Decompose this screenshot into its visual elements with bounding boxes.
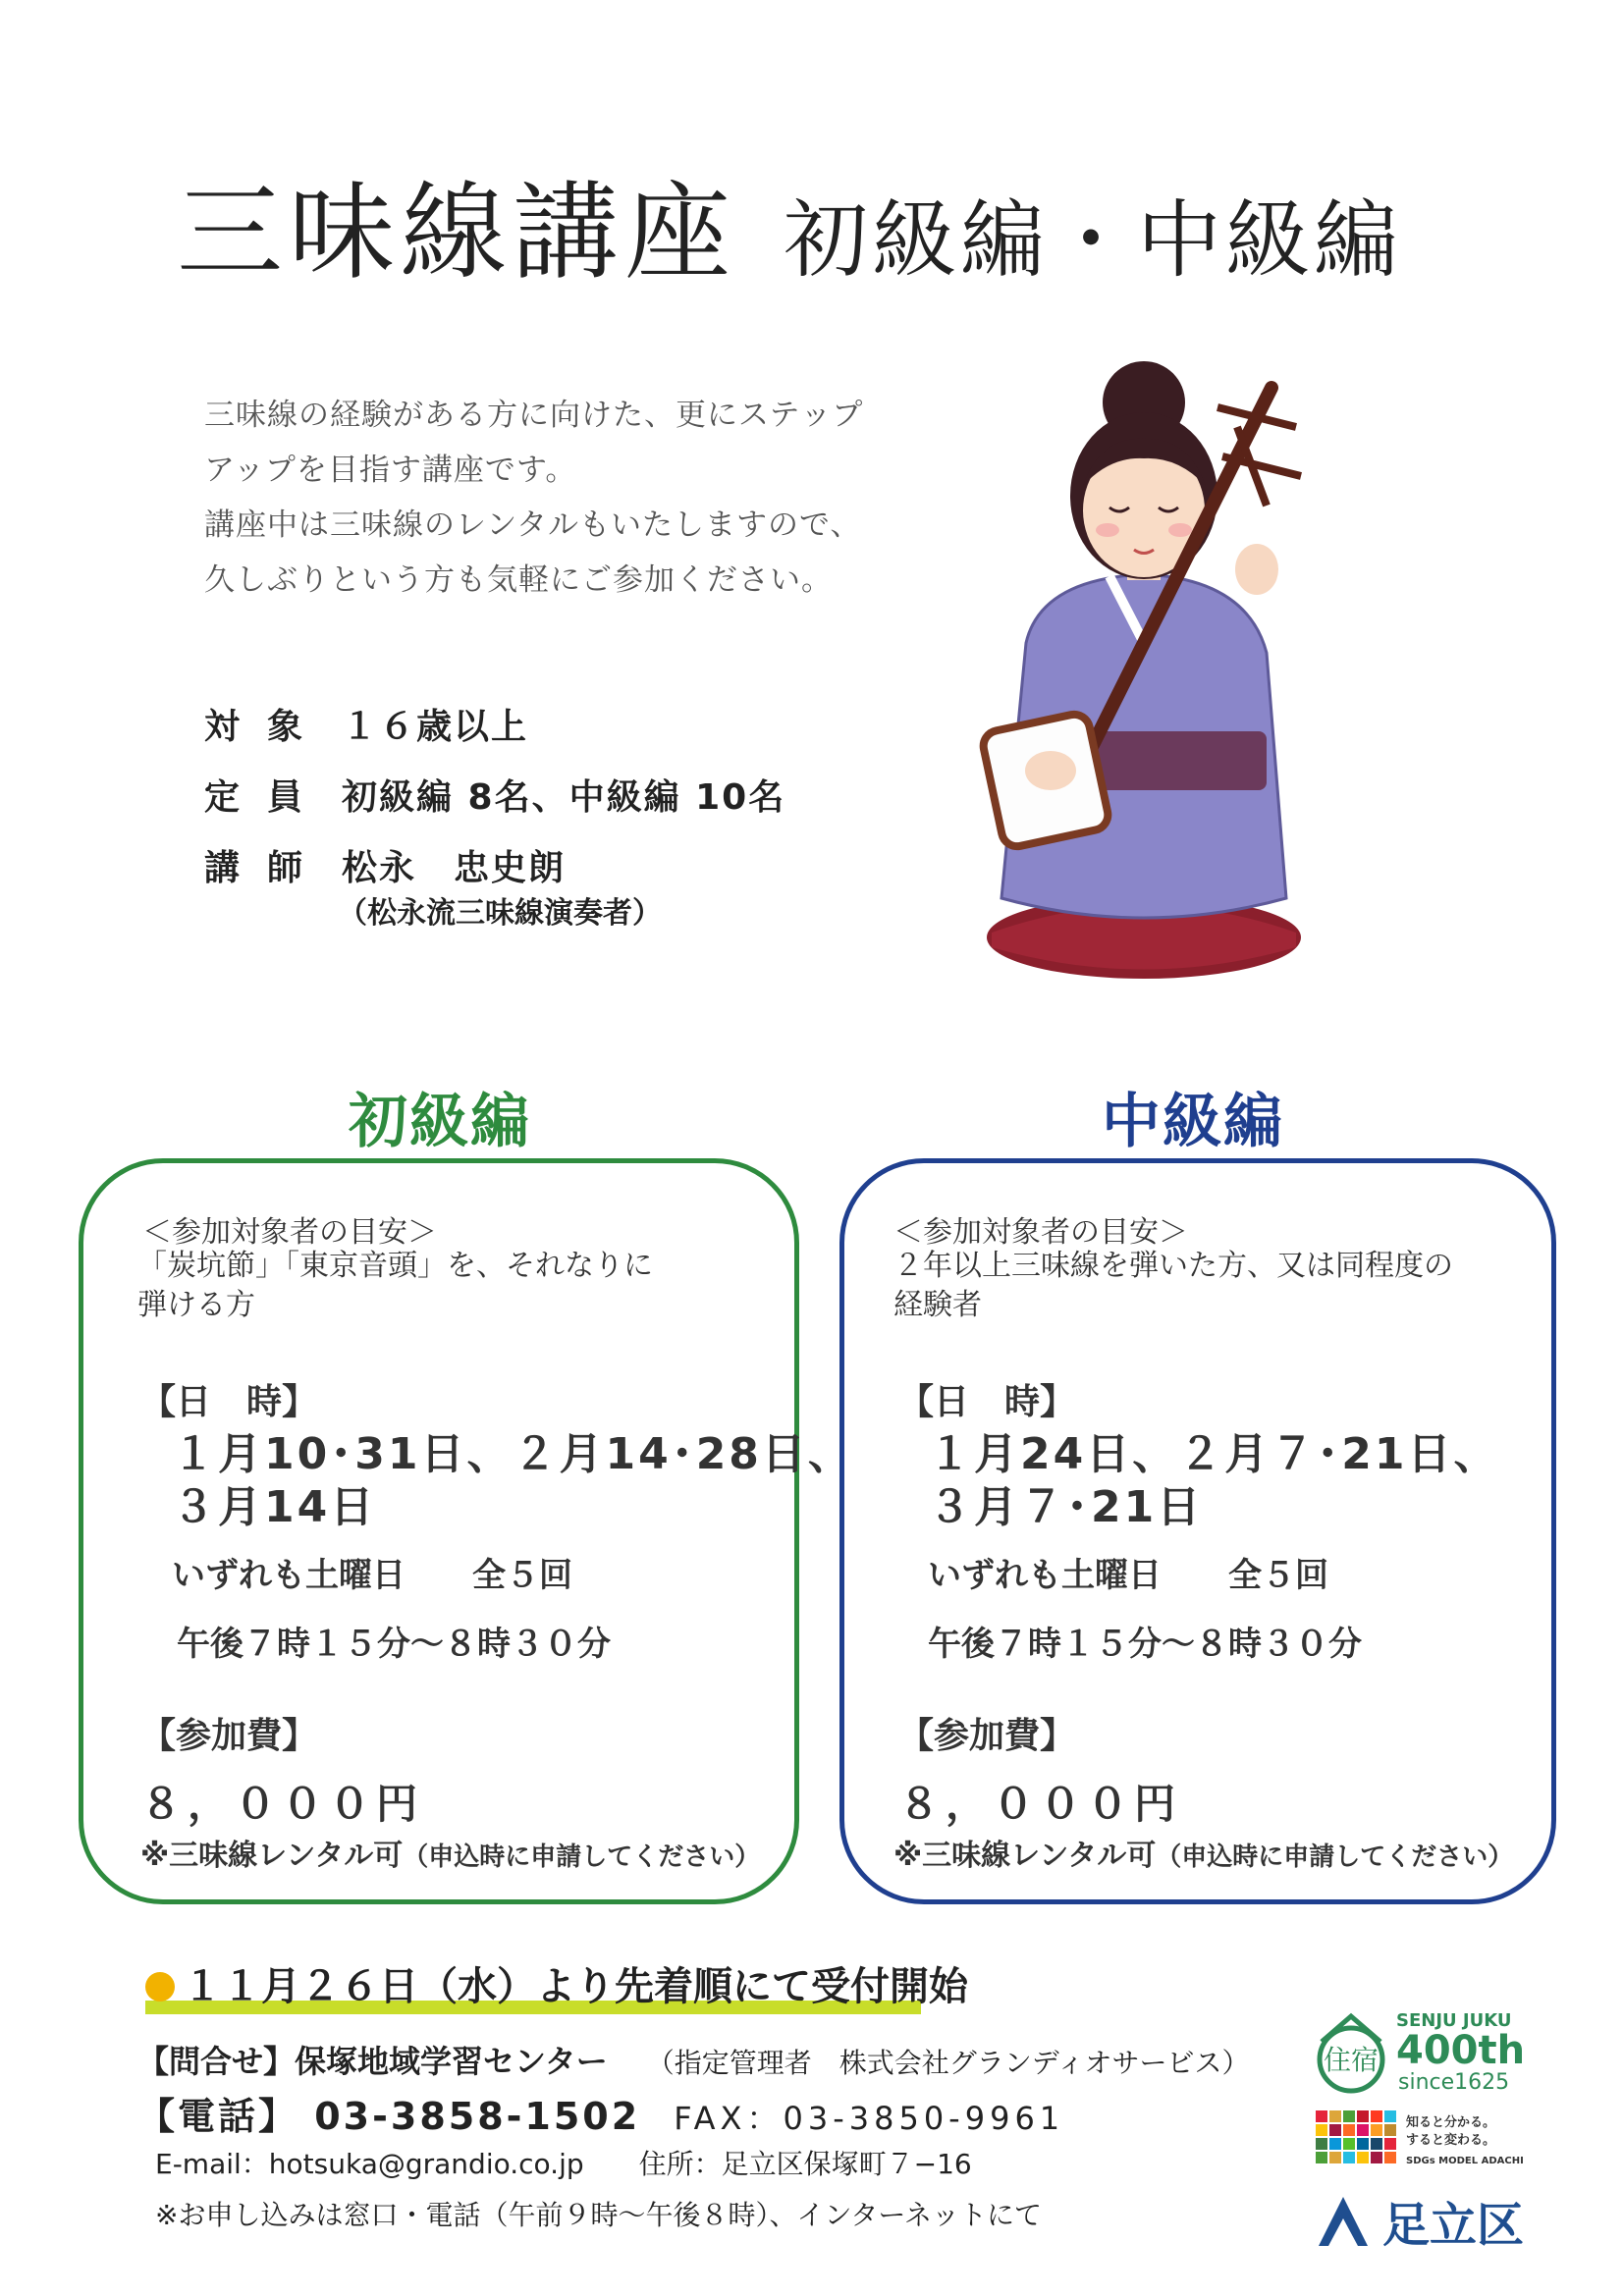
beginner-heading: 初級編 (349, 1088, 531, 1156)
senju-juku-400th-logo (1314, 2002, 1530, 2101)
manager-note: （指定管理者 株式会社グランディオサービス） (646, 2047, 1250, 2079)
time-text: 午後７時１５分～８時３０分 (177, 1625, 611, 1664)
course-info (204, 692, 786, 931)
phone-number[interactable]: 【電話】 03-3858-1502 (137, 2095, 641, 2138)
target-line: ２年以上三味線を弾いた方、又は同程度の (893, 1249, 1453, 1283)
fee-amount: ８，０００円 (140, 1780, 424, 1828)
rental-label: ※三味線レンタル可 (893, 1839, 1157, 1873)
time-text: 午後７時１５分～８時３０分 (928, 1625, 1362, 1664)
dates-line: ３月14日 (172, 1482, 377, 1532)
rental-label: ※三味線レンタル可 (140, 1839, 404, 1873)
email-link[interactable]: E-mail：hotsuka@grandio.co.jp (155, 2148, 584, 2180)
address-text: 住所：足立区保塚町７−16 (638, 2148, 972, 2180)
intro-line: アップを目指す講座です。 (204, 453, 577, 488)
target-header: ＜参加対象者の目安＞ (893, 1215, 1188, 1250)
rental-note (893, 1831, 1513, 1874)
days-text: いずれも土曜日 全５回 (172, 1556, 572, 1595)
target-value: １６歳以上 (342, 707, 529, 747)
lecturer-value: 松永 忠史朗 (342, 848, 567, 888)
bullet-dot-icon (145, 1972, 175, 2002)
registration-text: １１月２６日（水）より先着順にて受付開始 (183, 1964, 968, 2009)
info-capacity (204, 763, 785, 833)
rental-note (140, 1831, 760, 1874)
sdgs-line3: SDGs MODEL ADACHI (1406, 2156, 1524, 2166)
senju-400-text: 400th (1396, 2028, 1526, 2073)
sdgs-line1: 知ると分かる。 (1406, 2115, 1496, 2130)
title-main: 三味線講座 (177, 172, 737, 294)
shamisen-player-illustration (972, 348, 1325, 987)
lecturer-note: （松永流三味線演奏者） (338, 896, 662, 931)
intro-line: 久しぶりという方も気軽にご参加ください。 (204, 562, 833, 598)
dates-line: ３月７･21日 (928, 1482, 1204, 1532)
email-address-line (155, 2143, 972, 2182)
senju-since-text: since1625 (1398, 2070, 1510, 2095)
target-header: ＜参加対象者の目安＞ (142, 1215, 437, 1250)
phone-line (137, 2086, 1064, 2140)
target-line: 「炭坑節」「東京音頭」を、それなりに (137, 1249, 653, 1283)
dates-line: １月24日、２月７･21日、 (928, 1429, 1500, 1479)
target-label: 対象 (204, 707, 331, 747)
intro-text (204, 388, 892, 608)
intermediate-course-card (839, 1158, 1556, 1904)
target-line: 弾ける方 (137, 1288, 255, 1322)
fee-header: 【参加費】 (898, 1716, 1076, 1756)
adachi-text: 足立区 (1382, 2198, 1525, 2253)
page-title (177, 147, 1402, 299)
fee-header: 【参加費】 (140, 1716, 318, 1756)
days-text: いずれも土曜日 全５回 (928, 1556, 1328, 1595)
inquiry-line (137, 2037, 1250, 2082)
rental-detail: （申込時に申請してください） (1156, 1842, 1514, 1872)
fee-amount: ８，０００円 (898, 1780, 1182, 1828)
rental-detail: （申込時に申請してください） (403, 1842, 761, 1872)
capacity-value: 初級編 8名、中級編 10名 (342, 777, 786, 818)
beginner-course-card (79, 1158, 854, 1904)
sdgs-model-adachi-logo (1316, 2110, 1542, 2169)
senju-top-text: SENJU JUKU (1396, 2010, 1512, 2031)
info-target (204, 692, 785, 763)
fax-number: FAX：03-3850-9961 (674, 2100, 1065, 2137)
intermediate-heading: 中級編 (1102, 1088, 1284, 1156)
capacity-label: 定員 (204, 777, 331, 818)
date-header: 【日 時】 (140, 1382, 318, 1422)
target-line: 経験者 (893, 1288, 982, 1322)
senju-mark-text: 住宿 (1323, 2044, 1380, 2076)
date-header: 【日 時】 (898, 1382, 1076, 1422)
sdgs-line2: すると変わる。 (1406, 2133, 1496, 2148)
intro-line: 講座中は三味線のレンタルもいたしますので、 (204, 507, 862, 543)
title-sub: 初級編・中級編 (784, 191, 1403, 290)
registration-start (145, 1955, 968, 2011)
lecturer-label: 講師 (204, 848, 331, 888)
adachi-ward-logo (1314, 2187, 1540, 2256)
apply-note: ※お申し込みは窓口・電話（午前９時～午後８時）、インターネットにて (155, 2199, 1042, 2231)
intro-line: 三味線の経験がある方に向けた、更にステップ (204, 398, 864, 433)
inquiry-center: 【問合せ】保塚地域学習センター (137, 2043, 608, 2080)
dates-line: １月10･31日、２月14･28日、 (172, 1429, 854, 1479)
